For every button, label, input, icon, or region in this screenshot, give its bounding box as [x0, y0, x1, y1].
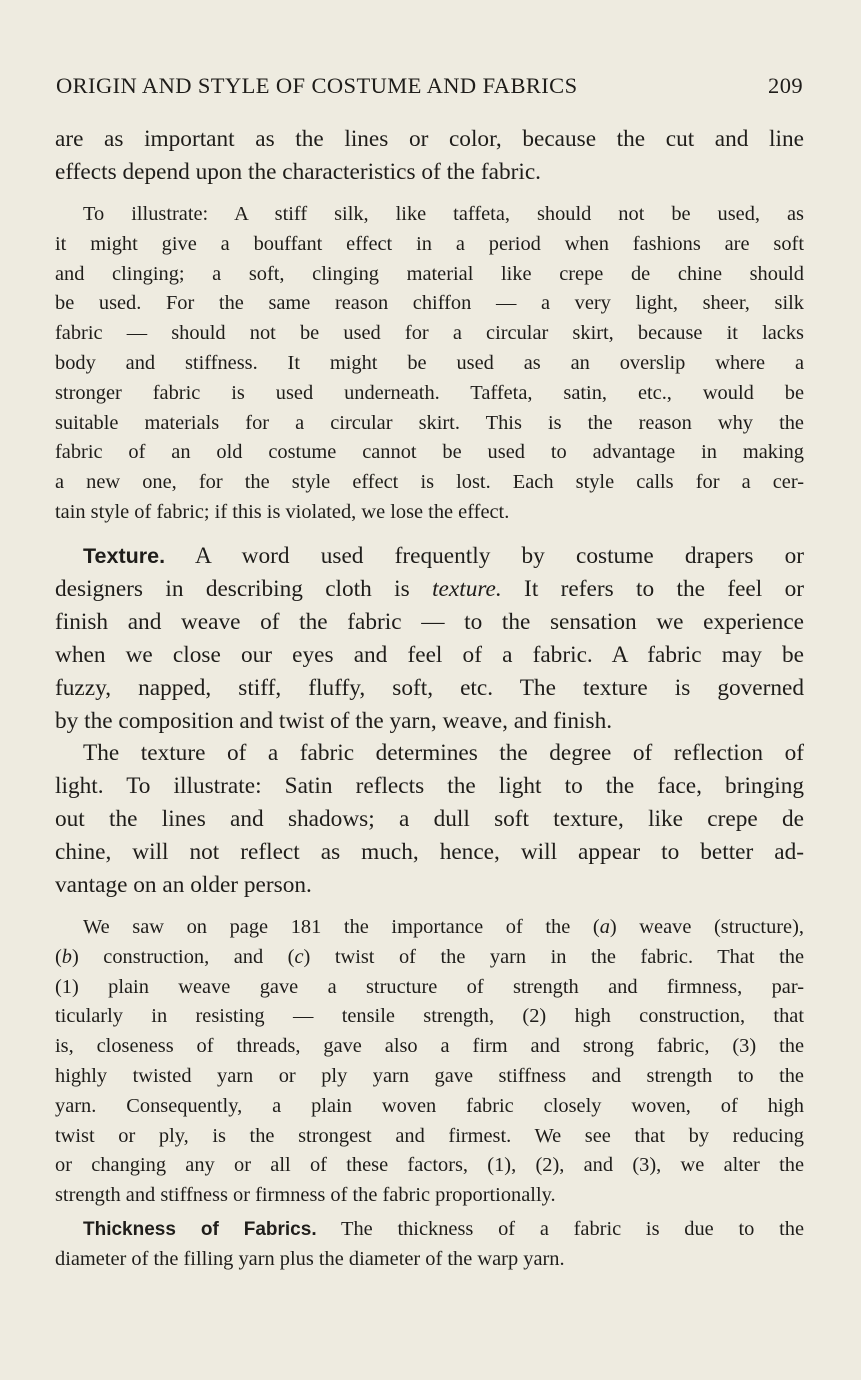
text-run: We saw on page 181 the importance of the (: [83, 916, 600, 938]
text-line: and clinging; a soft, clinging material like crepe de chine should: [55, 262, 804, 285]
paragraph-reflection: [55, 737, 804, 902]
text-line: light. To illustrate: Satin reflects the light to the face, bringing: [55, 773, 804, 799]
running-head-title: ORIGIN AND STYLE OF COSTUME AND FABRICS: [56, 73, 578, 98]
text-run: ) weave (structure),: [609, 916, 804, 938]
list-marker: c: [294, 945, 304, 968]
list-marker: a: [599, 916, 610, 938]
text-run: designers in describing cloth is: [55, 576, 433, 602]
paragraph-continued-intro: [55, 123, 804, 189]
text-line: diameter of the filling yarn plus the diameter of the warp yarn.: [55, 1247, 565, 1270]
text-line: [55, 943, 804, 973]
text-line: when we close our eyes and feel of a fabric. A fabric may be: [55, 642, 804, 668]
text-line: [55, 540, 804, 573]
text-line: (1) plain weave gave a structure of strength and firmness, par-: [55, 975, 804, 998]
text-line: fabric — should not be used for a circular skirt, because it lacks: [55, 322, 804, 345]
page-number: 209: [768, 73, 803, 98]
running-head: [56, 68, 803, 104]
text-run: ) twist of the yarn in the fabric. That the: [303, 945, 804, 968]
paragraph-structure: [55, 913, 804, 1211]
text-line: suitable materials for a circular skirt. This is the reason why the: [55, 411, 804, 434]
text-line: or changing any or all of these factors, (1), (2), and (3), we alter the: [55, 1154, 804, 1177]
text-line: stronger fabric is used underneath. Taffeta, satin, etc., would be: [55, 381, 804, 404]
text-line: fuzzy, napped, stiff, fluffy, soft, etc. The texture is governed: [55, 675, 804, 701]
text-line: [55, 913, 804, 943]
text-line: it might give a bouffant effect in a period when fashions are soft: [55, 232, 804, 255]
text-line: vantage on an older person.: [55, 872, 312, 898]
text-line: out the lines and shadows; a dull soft texture, like crepe de: [55, 806, 804, 832]
text-run: (: [55, 945, 62, 968]
emphasized-term: texture.: [432, 576, 502, 602]
section-heading-thickness: Thickness of Fabrics.: [83, 1219, 317, 1240]
text-run: The thickness of a fabric is due to the: [316, 1218, 804, 1240]
list-marker: b: [61, 945, 72, 968]
text-line: is, closeness of threads, gave also a firm and strong fabric, (3) the: [55, 1035, 804, 1058]
text-line: [55, 573, 804, 606]
text-line: To illustrate: A stiff silk, like taffeta, should not be used, as: [83, 203, 804, 225]
text-line: body and stiffness. It might be used as an overslip where a: [55, 351, 804, 374]
text-line: ticularly in resisting — tensile strength, (2) high construction, that: [55, 1005, 804, 1028]
text-line: [55, 1215, 804, 1245]
text-line: tain style of fabric; if this is violated, we lose the effect.: [55, 500, 510, 523]
text-line: chine, will not reflect as much, hence, will appear to better ad-: [55, 839, 804, 865]
text-run: A word used frequently by costume drapers or: [165, 543, 804, 569]
text-line: fabric of an old costume cannot be used to advantage in making: [55, 441, 804, 464]
section-heading-texture: Texture.: [83, 544, 166, 568]
paragraph-thickness: [55, 1215, 804, 1275]
paragraph-illustration: [55, 200, 804, 528]
text-line: yarn. Consequently, a plain woven fabric closely woven, of high: [55, 1094, 804, 1117]
text-line: a new one, for the style effect is lost. Each style calls for a cer-: [55, 471, 804, 494]
paragraph-texture: [55, 540, 804, 738]
text-line: be used. For the same reason chiffon — a very light, sheer, silk: [55, 292, 804, 315]
text-line: twist or ply, is the strongest and firmest. We see that by reducing: [55, 1124, 804, 1147]
text-run: ) construction, and (: [72, 945, 295, 968]
text-line: are as important as the lines or color, because the cut and line: [55, 126, 804, 152]
text-line: by the composition and twist of the yarn, weave, and finish.: [55, 708, 613, 734]
text-line: finish and weave of the fabric — to the sensation we experience: [55, 609, 804, 635]
text-run: It refers to the feel or: [501, 576, 804, 602]
text-line: The texture of a fabric determines the degree of reflection of: [83, 740, 804, 766]
text-line: highly twisted yarn or ply yarn gave stiffness and strength to the: [55, 1064, 804, 1087]
text-line: strength and stiffness or firmness of the fabric proportionally.: [55, 1184, 556, 1207]
text-line: effects depend upon the characteristics of the fabric.: [55, 159, 541, 185]
